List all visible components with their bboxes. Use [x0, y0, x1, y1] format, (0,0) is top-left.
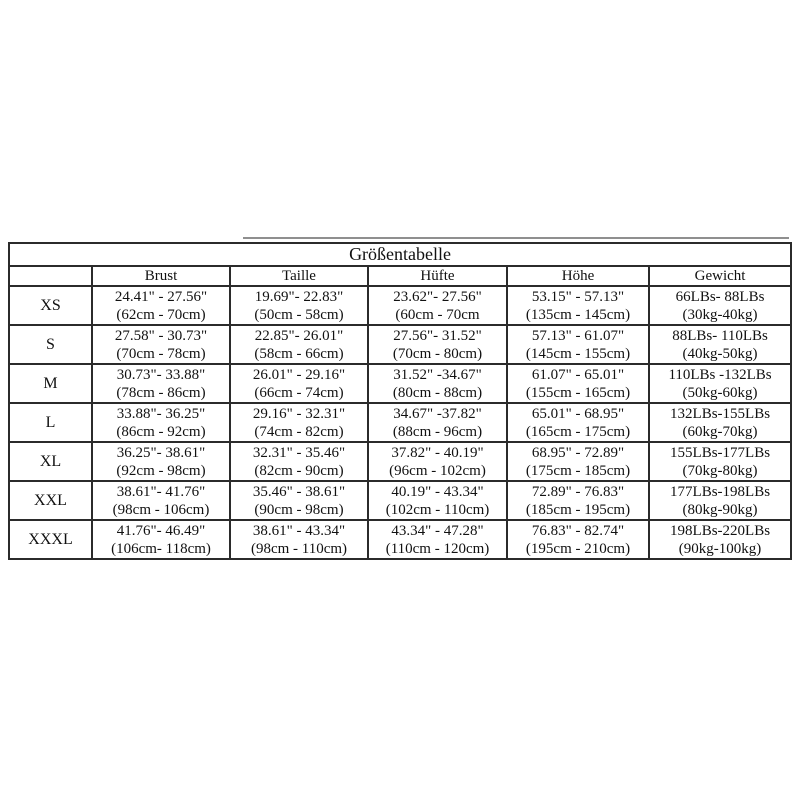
value-inches: 30.73"- 33.88" — [116, 366, 206, 383]
table-row-xxxl — [9, 520, 791, 559]
value-cm: (78cm - 86cm) — [116, 384, 206, 401]
cell-gewicht — [649, 286, 791, 325]
value-inches: 38.61"- 41.76" — [116, 483, 206, 500]
value-kg: (40kg-50kg) — [682, 345, 758, 362]
column-header-huefte: Hüfte — [368, 266, 507, 286]
column-header-size — [9, 266, 92, 286]
cell-taille — [230, 286, 368, 325]
value-cm: (80cm - 88cm) — [392, 384, 483, 401]
cell-taille — [230, 364, 368, 403]
value-inches: 61.07" - 65.01" — [531, 366, 625, 383]
value-inches: 37.82" - 40.19" — [391, 444, 484, 461]
value-cm: (74cm - 82cm) — [254, 423, 344, 440]
cell-taille — [230, 403, 368, 442]
value-lbs: 132LBs-155LBs — [670, 405, 771, 422]
cell-hoehe — [507, 520, 649, 559]
value-lbs: 177LBs-198LBs — [670, 483, 771, 500]
cell-brust — [92, 286, 230, 325]
cell-taille — [230, 481, 368, 520]
table-header-row — [9, 266, 791, 286]
value-inches: 68.95" - 72.89" — [531, 444, 625, 461]
cell-brust — [92, 325, 230, 364]
value-inches: 22.85"- 26.01" — [254, 327, 344, 344]
size-chart-container — [8, 242, 790, 560]
value-inches: 38.61" - 43.34" — [252, 522, 346, 539]
value-kg: (80kg-90kg) — [682, 501, 758, 518]
table-row-xs — [9, 286, 791, 325]
value-cm: (90cm - 98cm) — [254, 501, 344, 518]
value-inches: 29.16" - 32.31" — [252, 405, 346, 422]
size-label: XS — [9, 286, 92, 325]
value-kg: (90kg-100kg) — [678, 540, 762, 557]
value-inches: 33.88"- 36.25" — [116, 405, 206, 422]
cell-huefte — [368, 403, 507, 442]
cell-hoehe — [507, 325, 649, 364]
value-inches: 23.62"- 27.56" — [393, 288, 482, 305]
scan-artifact-line — [243, 237, 789, 239]
value-lbs: 110LBs -132LBs — [668, 366, 772, 383]
value-cm: (82cm - 90cm) — [254, 462, 344, 479]
cell-hoehe — [507, 442, 649, 481]
value-inches: 19.69"- 22.83" — [254, 288, 344, 305]
size-label: XXL — [9, 481, 92, 520]
value-inches: 65.01" - 68.95" — [531, 405, 625, 422]
cell-taille — [230, 520, 368, 559]
cell-huefte — [368, 481, 507, 520]
cell-brust — [92, 364, 230, 403]
cell-huefte — [368, 325, 507, 364]
value-cm: (62cm - 70cm) — [116, 306, 206, 323]
table-row-xl — [9, 442, 791, 481]
cell-brust — [92, 481, 230, 520]
cell-taille — [230, 325, 368, 364]
table-title: Größentabelle — [9, 243, 791, 266]
value-cm: (50cm - 58cm) — [254, 306, 344, 323]
value-inches: 27.56"- 31.52" — [393, 327, 482, 344]
value-cm: (70cm - 78cm) — [116, 345, 206, 362]
value-cm: (106cm- 118cm) — [111, 540, 211, 557]
value-cm: (98cm - 106cm) — [112, 501, 210, 518]
value-cm: (70cm - 80cm) — [392, 345, 483, 362]
cell-brust — [92, 520, 230, 559]
size-label: S — [9, 325, 92, 364]
value-inches: 53.15" - 57.13" — [531, 288, 625, 305]
value-inches: 41.76"- 46.49" — [116, 522, 206, 539]
cell-hoehe — [507, 481, 649, 520]
cell-taille — [230, 442, 368, 481]
table-title-row — [9, 243, 791, 266]
value-cm: (175cm - 185cm) — [525, 462, 631, 479]
table-row-m — [9, 364, 791, 403]
table-row-s — [9, 325, 791, 364]
size-label: XL — [9, 442, 92, 481]
value-inches: 35.46" - 38.61" — [252, 483, 346, 500]
cell-huefte — [368, 364, 507, 403]
cell-hoehe — [507, 364, 649, 403]
cell-hoehe — [507, 286, 649, 325]
value-cm: (185cm - 195cm) — [525, 501, 631, 518]
value-inches: 32.31" - 35.46" — [252, 444, 346, 461]
cell-gewicht — [649, 481, 791, 520]
value-lbs: 66LBs- 88LBs — [675, 288, 765, 305]
value-inches: 26.01" - 29.16" — [252, 366, 346, 383]
value-cm: (88cm - 96cm) — [392, 423, 483, 440]
value-kg: (30kg-40kg) — [682, 306, 758, 323]
column-header-taille: Taille — [230, 266, 368, 286]
value-inches: 76.83" - 82.74" — [531, 522, 625, 539]
size-chart-table — [8, 242, 792, 560]
cell-huefte — [368, 442, 507, 481]
value-cm: (155cm - 165cm) — [525, 384, 631, 401]
value-inches: 36.25"- 38.61" — [116, 444, 206, 461]
cell-gewicht — [649, 442, 791, 481]
value-inches: 57.13" - 61.07" — [531, 327, 625, 344]
value-cm: (66cm - 74cm) — [254, 384, 344, 401]
value-kg: (60kg-70kg) — [682, 423, 758, 440]
value-cm: (60cm - 70cm — [395, 306, 480, 323]
value-inches: 24.41" - 27.56" — [114, 288, 208, 305]
value-inches: 27.58" - 30.73" — [114, 327, 208, 344]
cell-brust — [92, 403, 230, 442]
cell-gewicht — [649, 325, 791, 364]
cell-huefte — [368, 520, 507, 559]
value-lbs: 88LBs- 110LBs — [672, 327, 768, 344]
value-inches: 72.89" - 76.83" — [531, 483, 625, 500]
value-inches: 40.19" - 43.34" — [391, 483, 484, 500]
column-header-gewicht: Gewicht — [649, 266, 791, 286]
value-cm: (145cm - 155cm) — [525, 345, 631, 362]
value-cm: (102cm - 110cm) — [385, 501, 490, 518]
column-header-hoehe: Höhe — [507, 266, 649, 286]
value-cm: (165cm - 175cm) — [525, 423, 631, 440]
cell-gewicht — [649, 364, 791, 403]
cell-huefte — [368, 286, 507, 325]
value-kg: (50kg-60kg) — [682, 384, 758, 401]
value-cm: (58cm - 66cm) — [254, 345, 344, 362]
value-lbs: 198LBs-220LBs — [670, 522, 771, 539]
value-cm: (195cm - 210cm) — [525, 540, 631, 557]
cell-hoehe — [507, 403, 649, 442]
value-cm: (135cm - 145cm) — [525, 306, 631, 323]
value-cm: (110cm - 120cm) — [385, 540, 490, 557]
column-header-brust: Brust — [92, 266, 230, 286]
table-row-l — [9, 403, 791, 442]
value-inches: 34.67" -37.82" — [393, 405, 482, 422]
value-cm: (92cm - 98cm) — [116, 462, 206, 479]
cell-gewicht — [649, 520, 791, 559]
value-cm: (96cm - 102cm) — [389, 462, 486, 479]
size-label: XXXL — [9, 520, 92, 559]
cell-gewicht — [649, 403, 791, 442]
value-inches: 31.52" -34.67" — [393, 366, 482, 383]
value-inches: 43.34" - 47.28" — [391, 522, 484, 539]
value-cm: (98cm - 110cm) — [250, 540, 348, 557]
value-lbs: 155LBs-177LBs — [670, 444, 771, 461]
size-label: L — [9, 403, 92, 442]
size-label: M — [9, 364, 92, 403]
value-cm: (86cm - 92cm) — [116, 423, 206, 440]
table-row-xxl — [9, 481, 791, 520]
cell-brust — [92, 442, 230, 481]
value-kg: (70kg-80kg) — [682, 462, 758, 479]
